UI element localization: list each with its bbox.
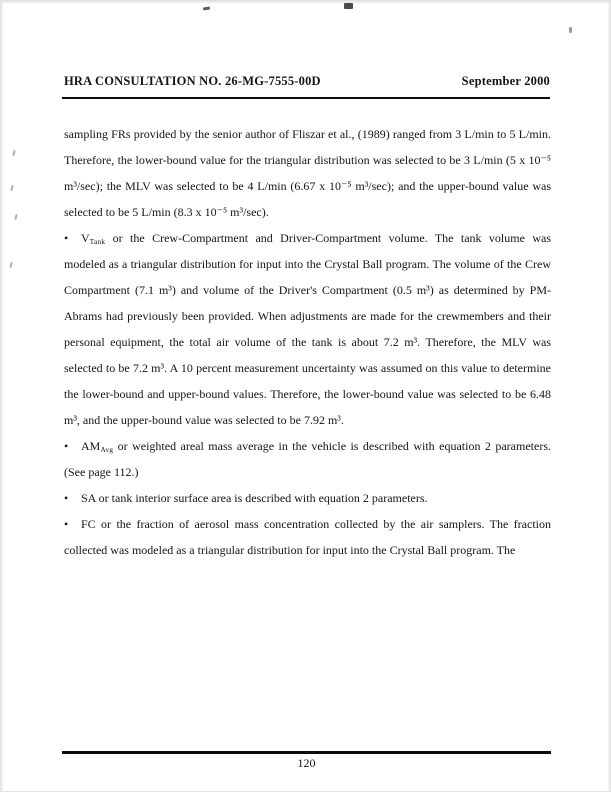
bullet-lead-subscript: Tank [89,236,106,246]
scan-edge-left [0,0,3,792]
bullet-text: or the Crew-Compartment and Driver-Compartment volume. The tank volume was modeled as a triangular distribution for input into the Crystal Ball program. The volume of the Crew Compartment (7.1 m³) and volume of the Driver's Compartment (0.5 m³) as determined by PM-Abrams had previously been provided. When adjustments are made for the crewmembers and their personal equipment, the total air volume of the tank is about 7.2 m³. Therefore, the MLV was selected to be 7.2 m³. A 10 percent measurement uncertainty was assumed on this value to determine the lower-bound and upper-bound values. Therefore, the lower-bound value was selected to be 6.48 m³, and the upper-bound value was selected to be 7.92 m³. [64,231,551,427]
scan-artifact [12,150,15,156]
bullet-marker: • [64,439,69,453]
bullet-marker: • [64,231,69,245]
bullet-text: or weighted areal mass average in the vehicle is described with equation 2 parameters. (See page 112.) [64,439,551,479]
scan-artifact [9,262,12,268]
bullet-marker: • [64,517,69,531]
document-date: September 2000 [461,74,550,88]
footer-rule [62,751,551,754]
bullet-text: FC or the fraction of aerosol mass concentration collected by the air samplers. The fraction collected was modeled as a triangular distribution for input into the Crystal Ball program. The [64,517,551,557]
bullet-item-amavg [64,433,551,485]
bullet-text: SA or tank interior surface area is described with equation 2 parameters. [81,491,428,505]
scan-artifact [569,27,572,33]
bullet-lead-subscript: Avg [100,444,114,454]
scan-artifact [203,7,210,11]
scan-artifact [10,185,13,191]
bullet-item-vtank [64,225,551,433]
body-text [64,121,551,563]
scan-artifact [344,3,353,9]
bullet-lead: V [81,231,90,245]
scan-edge-top [0,0,611,3]
page-number: 120 [297,756,316,770]
document-title: HRA CONSULTATION NO. 26-MG-7555-00D [64,74,321,88]
page-header [64,74,550,89]
intro-paragraph: sampling FRs provided by the senior author of Fliszar et al., (1989) ranged from 3 L/min to 5 L/min. Therefore, the lower-bound value for the triangular distribution was selected to be 3 L/min (5 x 10⁻⁵ m³/sec); the MLV was selected to be 4 L/min (6.67 x 10⁻⁵ m³/sec); and the upper-bound value was selected to be 5 L/min (8.3 x 10⁻⁵ m³/sec). [64,127,551,219]
bullet-item-sa [64,485,551,511]
bullet-marker: • [64,491,69,505]
bullet-item-fc [64,511,551,563]
bullet-lead: AM [81,439,101,453]
header-rule [62,97,550,99]
scan-artifact [14,214,17,220]
